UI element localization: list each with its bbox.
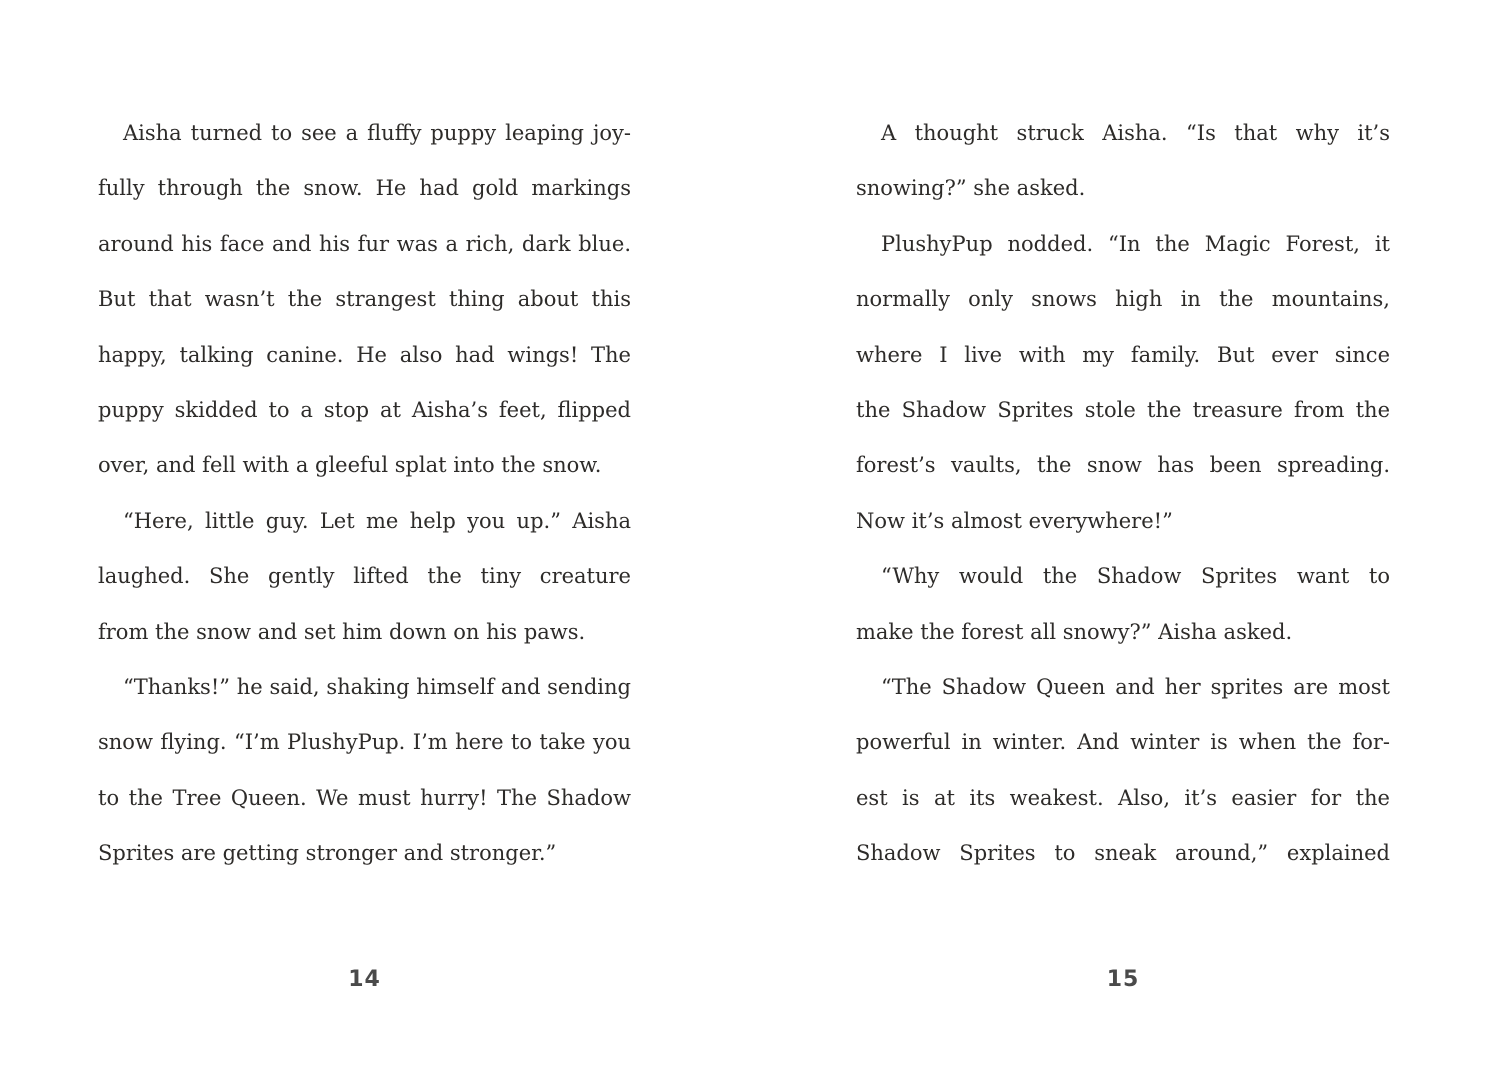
text-line: laughed. She gently lifted the tiny creature: [98, 564, 631, 589]
text-line: normally only snows high in the mountains,: [856, 287, 1390, 312]
text-line: puppy skidded to a stop at Aisha’s feet, flipped: [98, 397, 631, 422]
text-line: over, and fell with a gleeful splat into the snow.: [98, 453, 602, 478]
text-line: “Here, little guy. Let me help you up.” Aisha: [123, 508, 631, 533]
text-line: make the forest all snowy?” Aisha asked.: [856, 619, 1293, 644]
page-right-text: [856, 106, 1390, 881]
text-line: “Thanks!” he said, shaking himself and sending: [123, 674, 631, 699]
paragraph: [856, 217, 1390, 549]
text-line: where I live with my family. But ever since: [856, 342, 1390, 367]
paragraph: [98, 660, 631, 882]
paragraph: [856, 660, 1390, 882]
text-line: around his face and his fur was a rich, dark blue.: [98, 231, 631, 256]
text-line: Shadow Sprites to sneak around,” explained: [856, 841, 1390, 866]
page-number-right: 15: [1106, 967, 1140, 992]
text-line: to the Tree Queen. We must hurry! The Shadow: [98, 785, 631, 810]
text-line: happy, talking canine. He also had wings! The: [98, 342, 631, 367]
text-line: “Why would the Shadow Sprites want to: [881, 564, 1390, 589]
paragraph: [856, 549, 1390, 660]
page-number-left: 14: [348, 967, 381, 992]
text-line: powerful in winter. And winter is when the for-: [856, 730, 1390, 755]
text-line: from the snow and set him down on his paws.: [98, 619, 586, 644]
text-line: fully through the snow. He had gold markings: [98, 176, 631, 201]
text-line: est is at its weakest. Also, it’s easier for the: [856, 785, 1390, 810]
text-line: A thought struck Aisha. “Is that why it’s: [881, 121, 1390, 145]
text-line: But that wasn’t the strangest thing about this: [98, 287, 631, 312]
text-line: snowing?” she asked.: [856, 176, 1086, 201]
text-line: PlushyPup nodded. “In the Magic Forest, it: [881, 231, 1390, 256]
text-line: Sprites are getting stronger and stronger.”: [98, 841, 557, 866]
paragraph: [98, 494, 631, 660]
text-line: “The Shadow Queen and her sprites are most: [881, 674, 1390, 699]
text-line: snow flying. “I’m PlushyPup. I’m here to take you: [98, 730, 631, 755]
text-line: Aisha turned to see a fluffy puppy leaping joy-: [123, 121, 631, 145]
page-left-text: [98, 106, 631, 881]
text-line: the Shadow Sprites stole the treasure from the: [856, 397, 1390, 422]
text-line: Now it’s almost everywhere!”: [856, 508, 1173, 533]
paragraph: [856, 106, 1390, 217]
paragraph: [98, 106, 631, 494]
text-line: forest’s vaults, the snow has been spreading.: [856, 453, 1390, 478]
